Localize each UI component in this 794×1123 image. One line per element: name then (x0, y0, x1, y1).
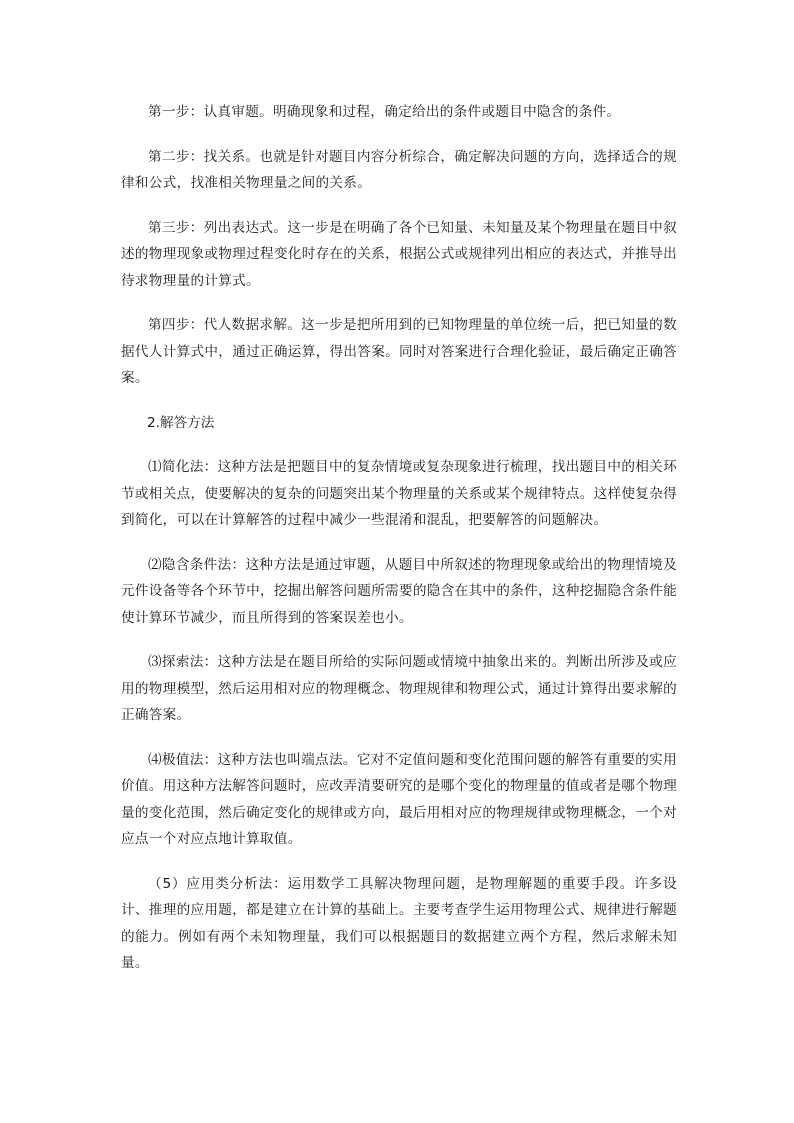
section-heading: 2.解答方法 (147, 414, 215, 431)
step-4-paragraph: 第四步：代人数据求解。这一步是把所用到的已知物理量的单位统一后，把已知量的数据代人计算式中，通过正确运算，得出答案。同时对答案进行合理化验证，最后确定正确答案。 (121, 317, 677, 386)
method-hidden-condition-paragraph: ⑵隐含条件法：这种方法是通过审题，从题目中所叙述的物理现象或给出的物理情境及元件设备等各个环节中，挖掘出解答问题所需要的隐含在其中的条件，这种挖掘隐含条件能使计算环节减少，而且所得到的答案误差也小。 (121, 556, 677, 626)
step-1-paragraph: 第一步：认真审题。明确现象和过程，确定给出的条件或题目中隐含的条件。 (148, 104, 621, 120)
method-applied-analysis-paragraph: （5）应用类分析法：运用数学工具解决物理问题，是物理解题的重要手段。许多设计、推理的应用题，都是建立在计算的基础上。主要考查学生运用物理公式、规律进行解题的能力。例如有两个未知物理量，我们可以根据题目的数据建立两个方程，然后求解未知量。 (121, 875, 677, 971)
step-3-paragraph: 第三步：列出表达式。这一步是在明确了各个已知量、未知量及某个物理量在题目中叙述的物理现象或物理过程变化时存在的关系，根据公式或规律列出相应的表达式，并推导出待求物理量的计算式。 (121, 219, 677, 289)
method-exploration-paragraph: ⑶探索法：这种方法是在题目所给的实际问题或情境中抽象出来的。判断出所涉及或应用的物理模型，然后运用相对应的物理概念、物理规律和物理公式，通过计算得出要求解的正确答案。 (121, 654, 677, 723)
document-body (121, 99, 677, 995)
method-simplification-paragraph: ⑴简化法：这种方法是把题目中的复杂情境或复杂现象进行梳理，找出题目中的相关环节或相关点，使要解决的复杂的问题突出某个物理量的关系或某个规律特点。这样使复杂得到简化，可以在计算解答的过程中减少一些混淆和混乱，把要解答的问题解决。 (121, 459, 677, 528)
step-2-paragraph: 第二步：找关系。也就是针对题目内容分析综合，确定解决问题的方向，选择适合的规律和公式，找准相关物理量之间的关系。 (121, 148, 677, 191)
method-extreme-value-paragraph: ⑷极值法：这种方法也叫端点法。它对不定值问题和变化范围问题的解答有重要的实用价值。用这种方法解答问题时，应改弄清要研究的是哪个变化的物理量的值或者是哪个物理量的变化范围，然后确定变化的规律或方向，最后用相对应的物理规律或物理概念，一个对应点一个对应点地计算取值。 (121, 751, 677, 847)
